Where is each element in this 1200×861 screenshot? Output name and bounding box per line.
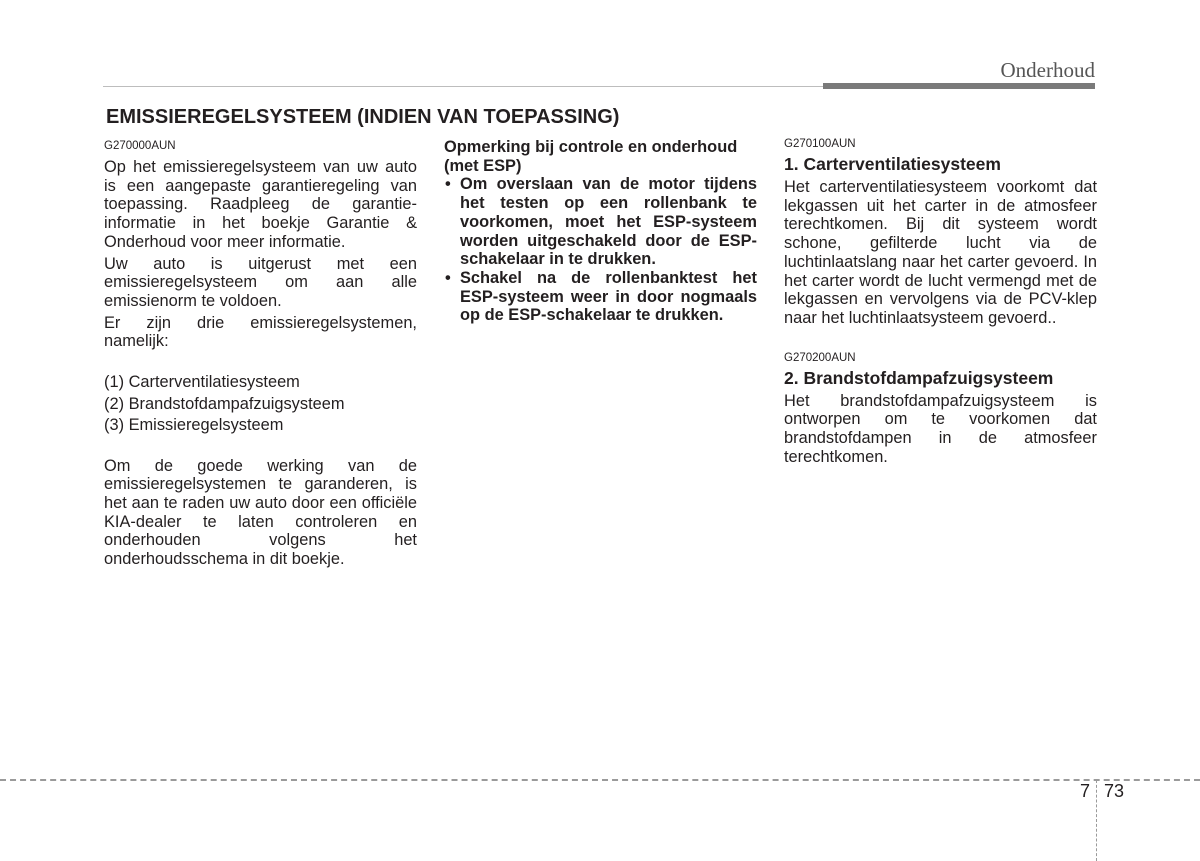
section-heading: EMISSIEREGELSYSTEEM (INDIEN VAN TOEPASSING) (106, 106, 620, 128)
column-left (104, 140, 417, 569)
running-header-title: Onderhoud (1000, 58, 1095, 82)
bullet-symbol: • (445, 268, 451, 287)
bullet-text: Om overslaan van de motor tijdens het testen op een rollenbank te voorkomen, moet het ESP-systeem worden uitgeschakeld door de ESP-schakelaar in te drukken. (460, 175, 757, 269)
paragraph: Om de goede werking van de emissieregelsystemen te garanderen, is het aan te raden uw auto door een officiële KIA-dealer te laten controleren en onderhouden volgens het onderhoudsschema in dit boekje. (104, 456, 417, 569)
list-item: (2) Brandstofdampafzuigsysteem (104, 394, 345, 413)
subsection-heading: 1. Carterventilatiesysteem (784, 154, 1001, 174)
reference-code: G270100AUN (784, 138, 856, 150)
system-list (104, 372, 417, 437)
paragraph: Het carterventilatiesysteem voorkomt dat lekgassen uit het carter in de atmosfeer terechtkomen. Bij dit systeem wordt schone, gefilterde lucht via de luchtinlaatslang naar het carter gevoerd. In het carter wordt de lucht vermengd met de lekgassen en vervolgens via de PCV-klep naar het luchtinlaatsysteem gevoerd.. (784, 178, 1097, 327)
bullet-item (444, 175, 757, 269)
paragraph: Op het emissieregelsysteem van uw auto is een aangepaste garantieregeling van toepassing. Raadpleeg de garantie-informatie in het boekje Garantie & Onderhoud voor meer informatie. (104, 158, 417, 251)
column-right (784, 138, 1097, 466)
bullet-text: Schakel na de rollenbanktest het ESP-systeem weer in door nogmaals op de ESP-schakelaar te drukken. (460, 268, 757, 325)
note-heading: Opmerking bij controle en onderhoud (met ESP) (444, 138, 738, 175)
page-number: 73 (1104, 781, 1125, 801)
header-accent-bar (823, 83, 1095, 89)
bullet-symbol: • (445, 175, 451, 194)
bullet-item (444, 269, 757, 325)
reference-code: G270200AUN (784, 351, 856, 364)
chapter-number: 7 (1079, 781, 1090, 801)
reference-code: G270000AUN (104, 140, 176, 152)
paragraph: Er zijn drie emissieregelsystemen, namelijk: (104, 313, 417, 351)
paragraph: Het brandstofdampafzuigsysteem is ontworpen om te voorkomen dat brandstofdampen in de atmosfeer terechtkomen. (784, 391, 1097, 466)
paragraph: Uw auto is uitgerust met een emissieregelsysteem om aan alle emissienorm te voldoen. (104, 254, 417, 310)
subsection-heading: 2. Brandstofdampafzuigsysteem (784, 367, 1054, 388)
column-middle (444, 138, 757, 325)
footer-dashed-divider (1096, 780, 1097, 861)
footer-dashed-rule (0, 779, 1200, 781)
list-item: (1) Carterventilatiesysteem (104, 373, 300, 392)
list-item: (3) Emissieregelsysteem (104, 416, 284, 435)
